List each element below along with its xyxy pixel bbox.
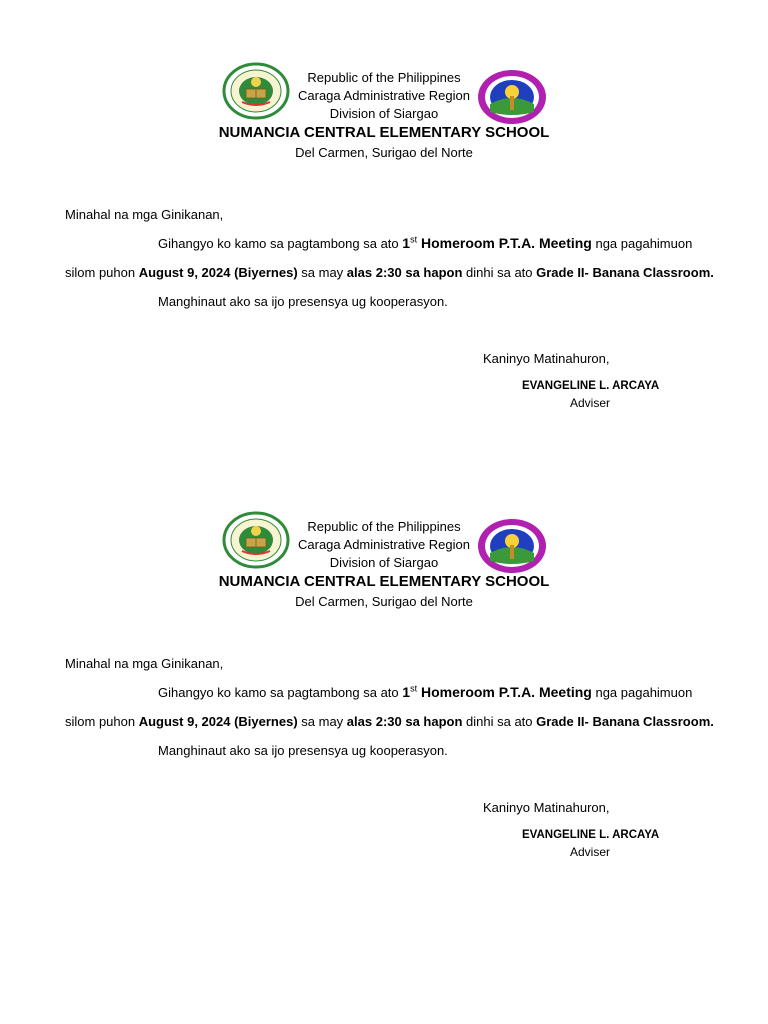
p1-text-a: Gihangyo ko kamo sa pagtambong sa ato (158, 236, 403, 251)
p1-event: Homeroom P.T.A. Meeting (417, 684, 592, 700)
school-name: NUMANCIA CENTRAL ELEMENTARY SCHOOL (218, 573, 550, 590)
p1-ordinal-suffix: st (410, 683, 418, 694)
meeting-date: August 9, 2024 (Biyernes) (138, 265, 298, 280)
header-division: Division of Siargao (329, 555, 439, 570)
p1-ordinal: 1 (402, 684, 411, 700)
meeting-time: alas 2:30 sa hapon (346, 714, 463, 729)
closing: Kaninyo Matinahuron, (483, 800, 610, 815)
signatory-title: Adviser (570, 845, 611, 859)
signatory-title: Adviser (570, 396, 611, 410)
paragraph-2 (65, 265, 714, 280)
salutation: Minahal na mga Ginikanan, (65, 656, 224, 671)
meeting-time: alas 2:30 sa hapon (346, 265, 463, 280)
p2-text-c: dinhi sa ato (462, 265, 537, 280)
paragraph-2 (65, 714, 714, 729)
p2-text-a: silom puhon (65, 714, 139, 729)
p1-ordinal-suffix: st (410, 234, 418, 245)
header-country: Republic of the Philippines (307, 70, 461, 85)
school-address: Del Carmen, Surigao del Norte (295, 145, 473, 160)
header-country: Republic of the Philippines (307, 519, 461, 534)
salutation: Minahal na mga Ginikanan, (65, 207, 224, 222)
school-address: Del Carmen, Surigao del Norte (295, 594, 473, 609)
meeting-place: Grade II- Banana Classroom. (536, 265, 714, 280)
p2-text-b: sa may (297, 714, 347, 729)
p1-text-b: nga pagahimuon (591, 685, 693, 700)
meeting-place: Grade II- Banana Classroom. (536, 714, 714, 729)
signatory-name: EVANGELINE L. ARCAYA (522, 380, 660, 392)
paragraph-3: Manghinaut ako sa ijo presensya ug kooperasyon. (158, 294, 448, 309)
closing: Kaninyo Matinahuron, (483, 351, 610, 366)
paragraph-1 (158, 684, 692, 700)
meeting-date: August 9, 2024 (Biyernes) (138, 714, 298, 729)
letter-1 (0, 60, 768, 490)
p1-ordinal: 1 (402, 235, 411, 251)
letter-2 (0, 509, 768, 939)
signatory-name: EVANGELINE L. ARCAYA (522, 829, 660, 841)
header-region: Caraga Administrative Region (298, 88, 470, 103)
p1-text-a: Gihangyo ko kamo sa pagtambong sa ato (158, 685, 403, 700)
header-region: Caraga Administrative Region (298, 537, 470, 552)
p2-text-b: sa may (297, 265, 347, 280)
p2-text-c: dinhi sa ato (462, 714, 537, 729)
paragraph-1 (158, 235, 692, 251)
paragraph-3: Manghinaut ako sa ijo presensya ug kooperasyon. (158, 743, 448, 758)
p1-event: Homeroom P.T.A. Meeting (417, 235, 592, 251)
school-name: NUMANCIA CENTRAL ELEMENTARY SCHOOL (218, 124, 550, 141)
p2-text-a: silom puhon (65, 265, 139, 280)
p1-text-b: nga pagahimuon (591, 236, 693, 251)
header-division: Division of Siargao (329, 106, 439, 121)
